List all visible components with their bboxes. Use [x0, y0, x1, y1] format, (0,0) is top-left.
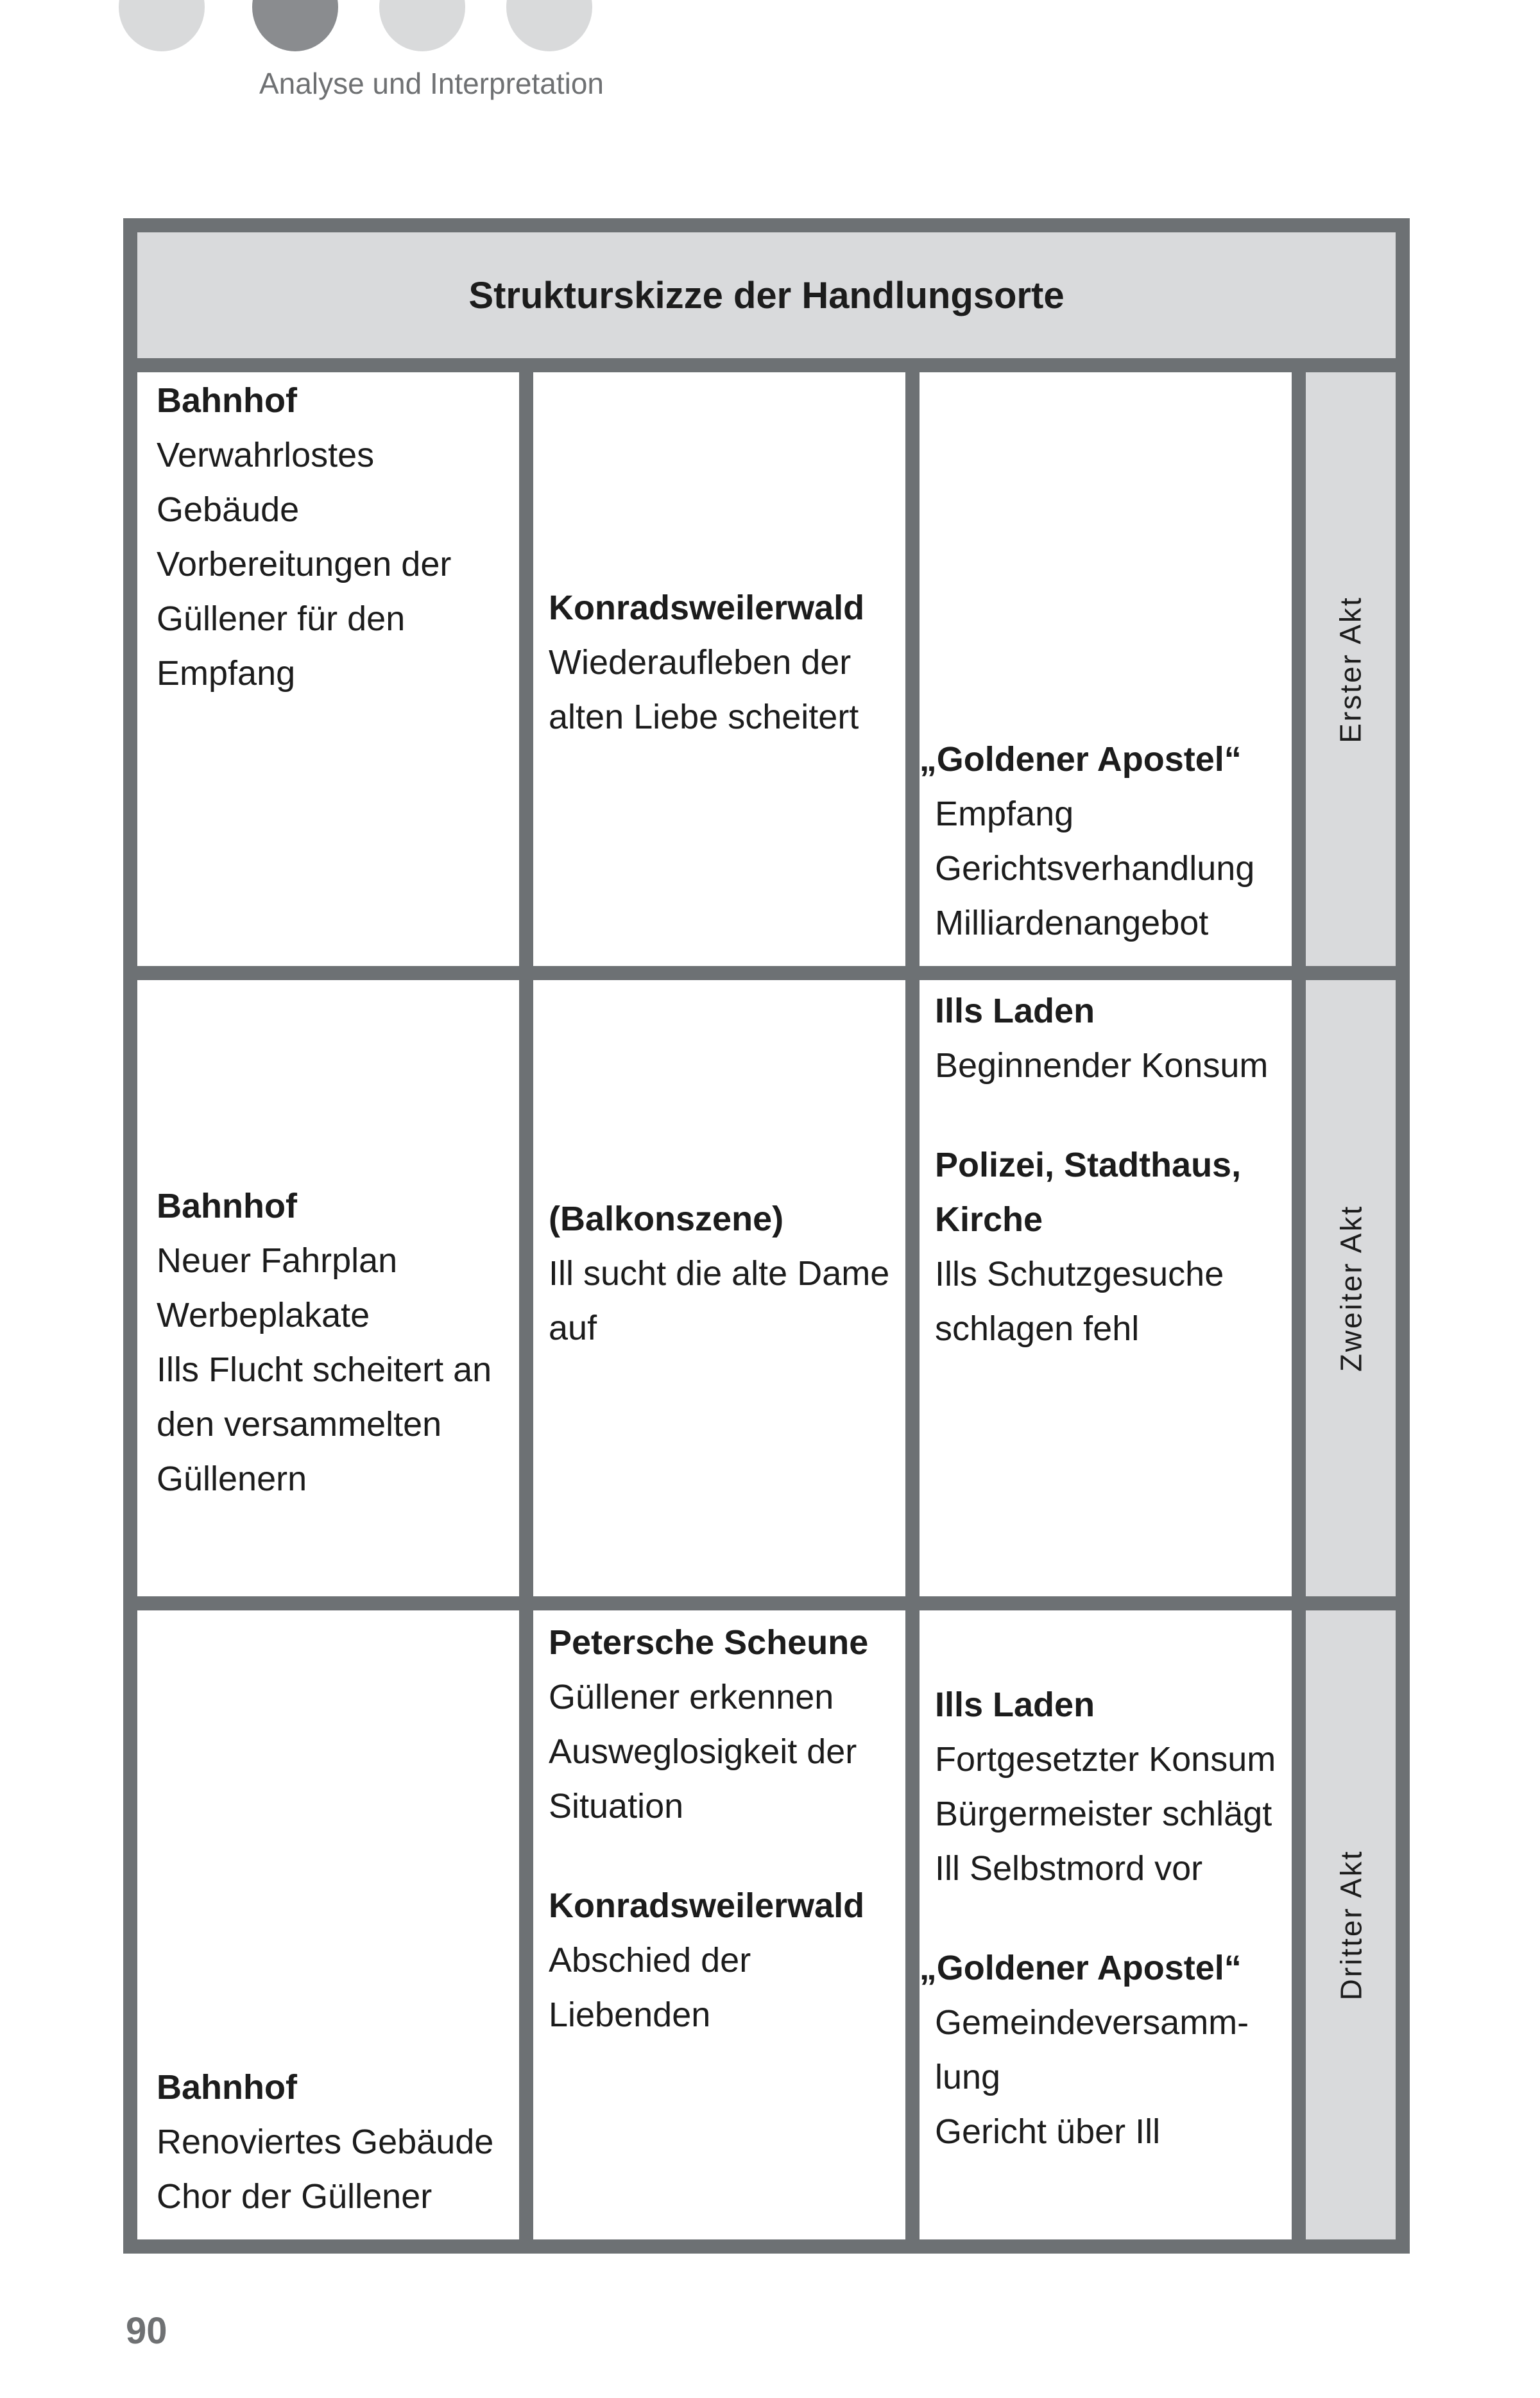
- section-label: Analyse und Interpretation: [259, 67, 604, 100]
- entry-line: Vorbereitungen der: [157, 545, 452, 583]
- page-marker-dot: [506, 0, 592, 51]
- diagram-entry: [919, 732, 1287, 951]
- entry-title-line: Petersche Scheune: [549, 1623, 869, 1662]
- entry-line: Verwahrlostes: [157, 436, 375, 474]
- entry-line: Ills Flucht scheitert an: [157, 1350, 492, 1389]
- entry-line: Güllener für den: [157, 600, 406, 638]
- entry-title-line: Bahnhof: [157, 2068, 297, 2107]
- entry-title-line: Polizei, Stadthaus,: [935, 1146, 1242, 1184]
- diagram-entry: [157, 1179, 514, 1506]
- entry-line: Abschied der: [549, 1941, 751, 1980]
- diagram-entry: [935, 1678, 1287, 1896]
- act-label: Dritter Akt: [1334, 1849, 1367, 2001]
- entry-line: Werbeplakate: [157, 1296, 370, 1334]
- act-label-cell-dritter-akt: [1306, 1610, 1396, 2239]
- page-number: 90: [126, 2310, 167, 2352]
- entry-line: Ausweglosigkeit der: [549, 1732, 857, 1771]
- entry-title-line: Konradsweilerwald: [549, 589, 865, 627]
- act-label: Erster Akt: [1334, 595, 1368, 743]
- entry-line: lung: [935, 2058, 1001, 2096]
- entry-line: Wiederaufleben der: [549, 643, 851, 682]
- entry-line: den versammelten: [157, 1405, 442, 1444]
- entry-line: Renoviertes Gebäude: [157, 2123, 494, 2161]
- entry-line: Empfang: [157, 654, 296, 693]
- diagram-cell-act1-konradsweilerwald: [533, 372, 905, 966]
- diagram-cell-act1-bahnhof: [137, 372, 519, 966]
- entry-title-line: Ills Laden: [935, 992, 1095, 1030]
- diagram-entry: [549, 1879, 900, 2042]
- entry-title-line: (Balkonszene): [549, 1200, 784, 1238]
- entry-title-line: Ills Laden: [935, 1686, 1095, 1724]
- entry-line: Liebenden: [549, 1996, 711, 2034]
- entry-line: Ill Selbstmord vor: [935, 1849, 1203, 1888]
- diagram-entry: [549, 581, 900, 745]
- diagram-entry: [549, 1192, 900, 1356]
- entry-line: Bürgermeister schlägt: [935, 1795, 1272, 1833]
- entry-line: Situation: [549, 1787, 684, 1825]
- entry-line: Neuer Fahrplan: [157, 1241, 398, 1280]
- entry-line: Gebäude: [157, 490, 300, 529]
- entry-title-line: „Goldener Apostel“: [919, 1949, 1242, 1987]
- entry-line: Ills Schutzgesuche: [935, 1255, 1224, 1293]
- entry-line: Gericht über Ill: [935, 2112, 1161, 2151]
- entry-line: schlagen fehl: [935, 1309, 1140, 1348]
- diagram-cell-act2-balkonszene: [533, 980, 905, 1596]
- entry-line: Güllener erkennen: [549, 1678, 834, 1716]
- entry-line: Ill sucht die alte Dame: [549, 1254, 890, 1293]
- entry-title-line: Bahnhof: [157, 381, 297, 420]
- entry-title-line: Konradsweilerwald: [549, 1886, 865, 1925]
- diagram-entry: [549, 1616, 900, 1834]
- act-label-cell-zweiter-akt: [1306, 980, 1396, 1596]
- entry-title-line: „Goldener Apostel“: [919, 740, 1242, 779]
- entry-title-line: Kirche: [935, 1200, 1043, 1239]
- entry-title-line: Bahnhof: [157, 1187, 297, 1225]
- diagram-entry: [157, 2060, 514, 2224]
- act-label: Zweiter Akt: [1334, 1204, 1368, 1372]
- entry-line: Empfang: [935, 795, 1074, 833]
- entry-line: Beginnender Konsum: [935, 1046, 1269, 1085]
- diagram-cell-act3-ills-laden: [920, 1610, 1292, 2239]
- page-marker-dot: [119, 0, 205, 51]
- diagram-entry: [157, 374, 514, 701]
- act-label-cell-erster-akt: [1306, 372, 1396, 966]
- diagram-cell-act3-petersche-scheune: [533, 1610, 905, 2239]
- diagram-entry: [935, 1138, 1287, 1356]
- entry-line: auf: [549, 1309, 597, 1347]
- entry-line: Fortgesetzter Konsum: [935, 1740, 1276, 1779]
- page-marker-dot: [379, 0, 465, 51]
- diagram-cell-act3-bahnhof: [137, 1610, 519, 2239]
- diagram-cell-act2-bahnhof: [137, 980, 519, 1596]
- structure-diagram: [123, 218, 1410, 2254]
- page-marker-dot: [252, 0, 338, 51]
- diagram-title: Strukturskizze der Handlungsorte: [137, 232, 1396, 358]
- diagram-entry: [919, 1941, 1287, 2159]
- entry-line: Gerichtsverhandlung: [935, 849, 1255, 888]
- entry-line: Chor der Güllener: [157, 2177, 432, 2216]
- diagram-cell-act2-ills-laden: [920, 980, 1292, 1596]
- diagram-cell-act1-goldener-apostel: [920, 372, 1292, 966]
- entry-line: Milliardenangebot: [935, 904, 1209, 942]
- entry-line: Gemeindeversamm-: [935, 2003, 1249, 2042]
- entry-line: alten Liebe scheitert: [549, 698, 859, 736]
- diagram-entry: [935, 984, 1287, 1093]
- entry-line: Güllenern: [157, 1460, 307, 1498]
